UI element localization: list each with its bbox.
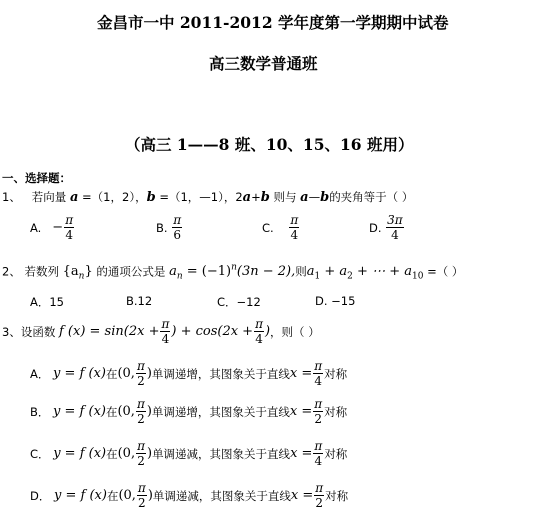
question-2-option-a[interactable]: A．15	[30, 295, 65, 309]
function: y = f (x)	[53, 366, 106, 381]
function-definition: ) + cos(2x +	[171, 324, 254, 339]
question-text: =（1，—1），2	[155, 190, 243, 204]
option-text: 在	[106, 488, 119, 503]
class-range: （高三 1——8 班、10、15、16 班用）	[125, 135, 414, 154]
question-text: =（1，2），	[78, 190, 147, 204]
option-label: D.	[369, 220, 382, 235]
interval: (0,	[117, 404, 135, 419]
option-text: 在	[105, 366, 118, 381]
question-number: 2、	[2, 264, 21, 279]
section-label: 一、选择题：	[2, 171, 71, 185]
question-text: ，则（ ）	[270, 324, 320, 339]
fraction: $\frac{\pi}{4}$	[161, 317, 170, 346]
question-2-option-b[interactable]: B.12	[126, 294, 153, 308]
question-text: 则与	[269, 190, 301, 204]
fraction: $\frac{\pi}{2}$	[137, 481, 146, 510]
question-text: =（ ）	[423, 264, 464, 279]
fraction: $\frac{\pi}{2}$	[315, 481, 324, 510]
interval: (0,	[118, 488, 136, 503]
option-label: B．	[30, 404, 50, 419]
function-definition: )	[264, 324, 271, 339]
interval: (0,	[117, 366, 135, 381]
question-3-option-b[interactable]	[30, 398, 347, 425]
fraction: $\frac{\pi}{4}$	[314, 439, 323, 468]
fraction: $\frac{\pi}{4}$	[290, 213, 299, 242]
question-1-option-b[interactable]	[156, 214, 183, 241]
operator: +	[251, 190, 261, 204]
question-3-stem	[2, 318, 320, 345]
fraction: $\frac{\pi}{4}$	[314, 359, 323, 388]
question-2-stem	[2, 263, 463, 282]
interval: )	[146, 366, 152, 381]
fraction: $\frac{\pi}{4}$	[255, 317, 263, 346]
question-number: 3、	[2, 324, 21, 339]
question-3-option-c[interactable]	[30, 440, 347, 467]
question-text: 的夹角等于（ ）	[329, 190, 414, 204]
minus-sign: −	[52, 220, 64, 235]
fraction: $\frac{\pi}{2}$	[137, 439, 145, 468]
question-text: 则	[295, 264, 307, 279]
vector-b: b	[260, 190, 270, 205]
option-text: 在	[106, 446, 118, 461]
question-text: 若向量	[31, 190, 67, 204]
option-text: 单调递增，其图象关于直线	[151, 404, 290, 419]
exam-title: 金昌市一中 2011-2012 学年度第一学期期中试卷	[97, 13, 449, 32]
question-1-option-c[interactable]	[262, 214, 300, 241]
option-text: 单调递减，其图象关于直线	[152, 488, 291, 503]
question-3-option-a[interactable]	[30, 360, 347, 387]
sum-expression: $a_1 + a_2$ + ⋯ + $a_{10}$	[306, 264, 424, 282]
question-number: 1、	[2, 190, 21, 204]
interval: )	[146, 446, 153, 461]
option-label: B.	[156, 220, 168, 235]
option-text: 在	[105, 404, 118, 419]
question-1-option-d[interactable]	[369, 214, 405, 241]
fraction: $\frac{\pi}{2}$	[136, 359, 145, 388]
function: y = f (x)	[53, 446, 107, 461]
vector-a: a	[242, 190, 252, 205]
function: y = f (x)	[53, 404, 106, 419]
option-label: A．	[30, 366, 50, 381]
question-text: 若数列	[24, 264, 59, 279]
fraction: $\frac{3\pi}{4}$	[387, 213, 403, 242]
question-2-option-c[interactable]: C．−12	[217, 295, 261, 309]
line-equation: x =	[290, 488, 314, 503]
line-equation: x =	[289, 366, 313, 381]
interval: (0,	[117, 446, 136, 461]
option-text: 对称	[324, 366, 348, 381]
question-1-option-a[interactable]	[30, 214, 75, 241]
fraction: $\frac{\pi}{2}$	[136, 397, 145, 426]
interval: )	[146, 404, 152, 419]
fraction: $\frac{\pi}{4}$	[65, 213, 74, 242]
general-term-formula: $a_n = (-1)^n(3n - 2)$,	[169, 263, 296, 282]
option-text: 对称	[324, 446, 348, 461]
option-text: 单调递增，其图象关于直线	[151, 366, 290, 381]
option-text: 对称	[324, 404, 348, 419]
option-text: 单调递减，其图象关于直线	[152, 446, 291, 461]
question-1-stem	[2, 189, 413, 205]
exam-subtitle: 高三数学普通班	[209, 54, 318, 73]
option-label: A.	[30, 220, 42, 235]
function-definition: f (x) = sin(2x +	[58, 324, 160, 339]
interval: )	[147, 488, 153, 503]
vector-b: b	[146, 190, 156, 205]
line-equation: x =	[290, 446, 313, 461]
question-2-option-d[interactable]: D. −15	[315, 294, 356, 308]
fraction: $\frac{\pi}{6}$	[173, 213, 182, 242]
line-equation: x =	[289, 404, 313, 419]
vector-a: a	[69, 190, 79, 205]
question-3-option-d[interactable]	[30, 482, 348, 509]
vector-a: a	[300, 190, 309, 205]
option-label: C.	[262, 220, 274, 235]
fraction: $\frac{\pi}{2}$	[314, 397, 323, 426]
question-text: 的通项公式是	[92, 264, 166, 279]
sequence: $\{a_n\}$	[62, 264, 93, 282]
operator: —	[308, 190, 321, 204]
option-text: 对称	[325, 488, 349, 503]
option-label: D．	[30, 488, 51, 503]
vector-b: b	[320, 190, 330, 205]
question-text: 设函数	[20, 324, 56, 339]
function: y = f (x)	[54, 488, 107, 503]
option-label: C．	[30, 446, 50, 461]
